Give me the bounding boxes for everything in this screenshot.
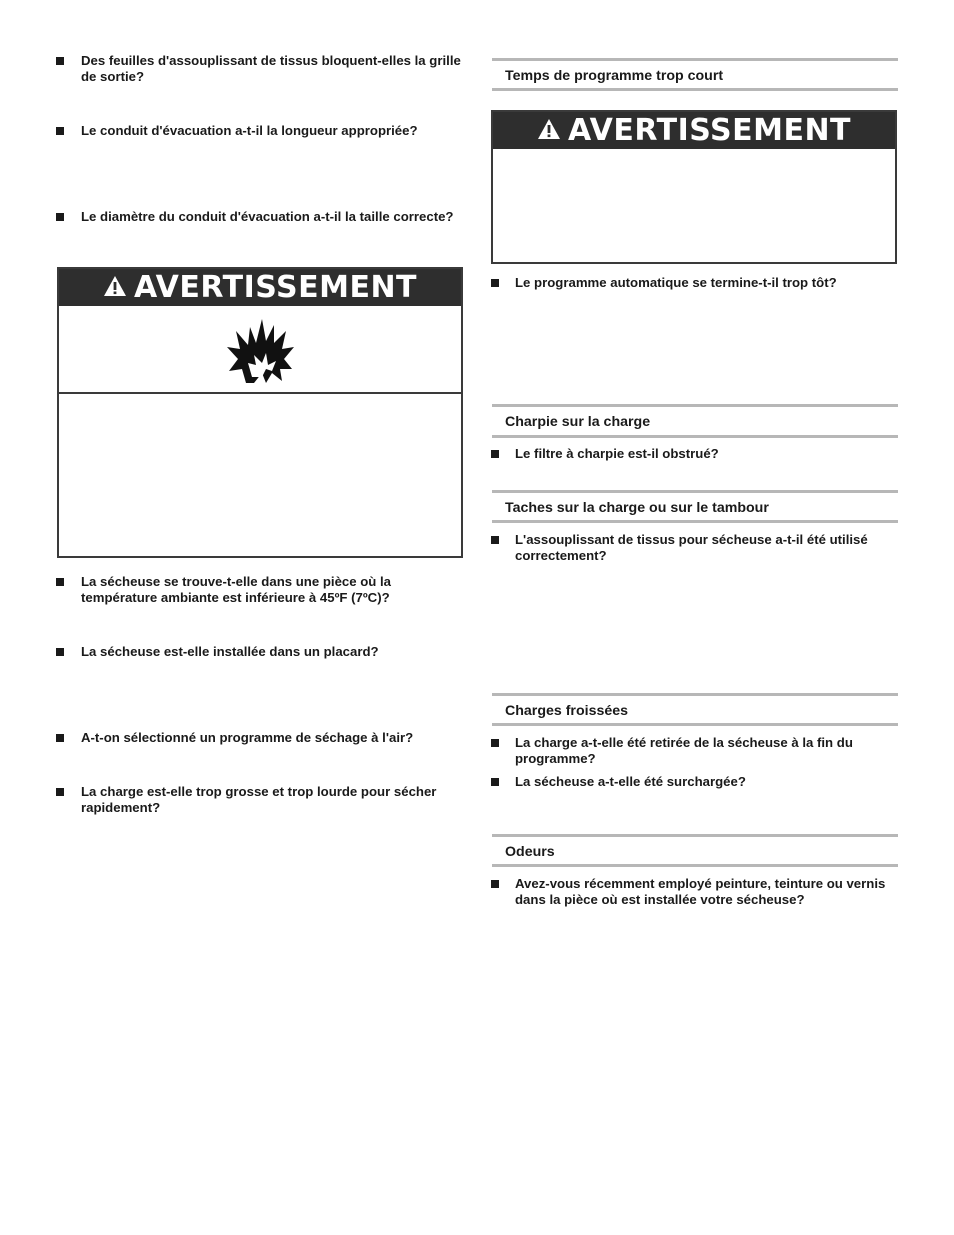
bullet-icon (56, 734, 64, 742)
warning-title: AVERTISSEMENT (567, 113, 852, 148)
question-text: Le filtre à charpie est-il obstrué? (515, 446, 719, 461)
section-heading (492, 834, 898, 867)
bullet-icon (491, 279, 499, 287)
list-item (56, 784, 466, 816)
list-item (56, 123, 466, 139)
section-heading (492, 58, 898, 91)
question-text: La charge a-t-elle été retirée de la sécheuse à la fin du programme? (515, 735, 853, 766)
question-text: Avez-vous récemment employé peinture, teinture ou vernis dans la pièce où est installée votre sécheuse? (515, 876, 886, 907)
warning-header (493, 112, 895, 149)
question-text: La sécheuse est-elle installée dans un placard? (81, 644, 379, 659)
question-text: L'assouplissant de tissus pour sécheuse a-t-il été utilisé correctement? (515, 532, 868, 563)
section-heading (492, 404, 898, 438)
list-item (491, 275, 899, 291)
bullet-icon (491, 880, 499, 888)
list-item (491, 446, 899, 462)
bullet-icon (56, 127, 64, 135)
question-text: Le programme automatique se termine-t-il trop tôt? (515, 275, 837, 290)
list-item (56, 53, 466, 85)
section-title: Charges froissées (505, 703, 629, 719)
bullet-icon (56, 578, 64, 586)
list-item (491, 774, 899, 790)
list-item (56, 574, 466, 606)
warning-box (491, 110, 897, 264)
section-title: Taches sur la charge ou sur le tambour (505, 500, 769, 516)
list-item (491, 735, 899, 767)
bullet-icon (56, 788, 64, 796)
bullet-icon (56, 57, 64, 65)
section-heading (492, 490, 898, 523)
warning-symbol-area (59, 306, 461, 394)
warning-box (57, 267, 463, 558)
question-text: Le diamètre du conduit d'évacuation a-t-il la taille correcte? (81, 209, 454, 224)
question-text: A-t-on sélectionné un programme de séchage à l'air? (81, 730, 414, 745)
bullet-icon (491, 778, 499, 786)
warning-triangle-icon (103, 270, 127, 305)
list-item (491, 532, 899, 564)
list-item (491, 876, 899, 908)
explosion-icon (226, 317, 296, 385)
question-text: La sécheuse a-t-elle été surchargée? (515, 774, 746, 789)
list-item (56, 644, 466, 660)
warning-triangle-icon (537, 113, 561, 148)
section-title: Charpie sur la charge (505, 414, 651, 430)
section-title: Odeurs (505, 844, 555, 860)
section-heading (492, 693, 898, 726)
bullet-icon (56, 213, 64, 221)
list-item (56, 730, 466, 746)
question-text: Le conduit d'évacuation a-t-il la longueur appropriée? (81, 123, 418, 138)
question-text: La charge est-elle trop grosse et trop lourde pour sécher rapidement? (81, 784, 437, 815)
section-title: Temps de programme trop court (505, 68, 724, 84)
warning-title: AVERTISSEMENT (133, 270, 418, 305)
bullet-icon (491, 536, 499, 544)
warning-header (59, 269, 461, 306)
question-text: Des feuilles d'assouplissant de tissus bloquent-elles la grille de sortie? (81, 53, 461, 84)
list-item (56, 209, 466, 225)
bullet-icon (56, 648, 64, 656)
bullet-icon (491, 739, 499, 747)
bullet-icon (491, 450, 499, 458)
question-text: La sécheuse se trouve-t-elle dans une pièce où la température ambiante est inférieure à 45ºF (7ºC)? (81, 574, 392, 605)
